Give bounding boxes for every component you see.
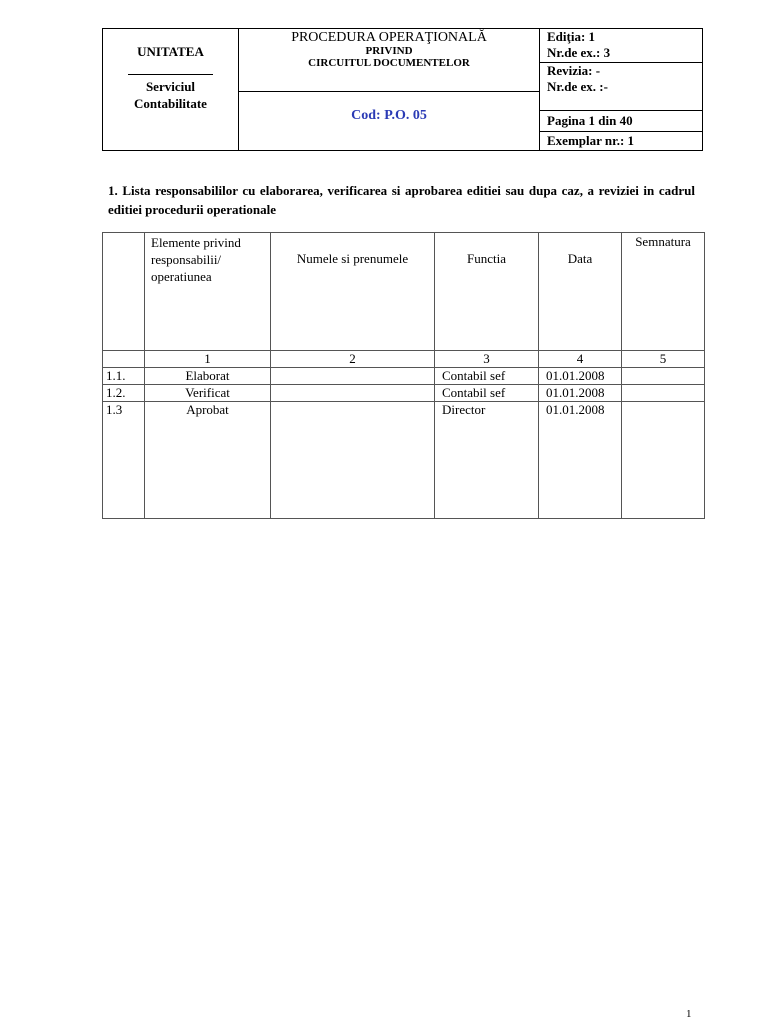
procedure-subtitle-1: PRIVIND (365, 45, 413, 57)
table-row (103, 402, 705, 519)
header-row (103, 233, 705, 351)
column-number: 4 (539, 351, 622, 368)
table-row (103, 385, 705, 402)
copy-number-row: Exemplar nr.: 1 (547, 133, 635, 148)
row-function: Contabil sef (435, 368, 539, 385)
revision-copies-label: Nr.de ex. :- (547, 79, 608, 94)
column-number: 5 (622, 351, 705, 368)
copies-label: Nr.de ex.: 3 (547, 45, 611, 60)
column-number-blank (103, 351, 145, 368)
page-count-row: Pagina 1 din 40 (540, 111, 702, 132)
column-number-row (103, 351, 705, 368)
column-number: 2 (271, 351, 435, 368)
edition-info-cell (540, 29, 702, 150)
procedure-code: Cod: P.O. 05 (351, 108, 427, 123)
row-date: 01.01.2008 (539, 385, 622, 402)
row-index: 1.3 (103, 402, 145, 519)
document-header-table (102, 28, 703, 151)
row-index: 1.2. (103, 385, 145, 402)
row-date: 01.01.2008 (539, 402, 622, 519)
row-element: Elaborat (145, 368, 271, 385)
row-function: Contabil sef (435, 385, 539, 402)
page-number: 1 (686, 1008, 692, 1020)
unit-label: UNITATEA (137, 44, 204, 59)
procedure-title: PROCEDURA OPERAŢIONALĂ (291, 30, 487, 45)
header-semnatura: Semnatura (622, 233, 705, 351)
row-index: 1.1. (103, 368, 145, 385)
header-elemente: Elemente privind responsabilii/ operatiunea (145, 233, 271, 351)
row-element: Aprobat (145, 402, 271, 519)
edition-row (540, 29, 702, 63)
header-nume: Numele si prenumele (271, 233, 435, 351)
service-name (103, 78, 238, 112)
revision-label: Revizia: - (547, 63, 601, 78)
row-element: Verificat (145, 385, 271, 402)
service-line-2: Contabilitate (134, 96, 207, 111)
responsibles-table (102, 232, 705, 519)
edition-label: Ediţia: 1 (547, 29, 596, 44)
row-signature (622, 402, 705, 519)
row-name (271, 385, 435, 402)
revision-row (540, 63, 702, 111)
procedure-title-block (239, 29, 539, 92)
row-name (271, 368, 435, 385)
column-number: 3 (435, 351, 539, 368)
row-date: 01.01.2008 (539, 368, 622, 385)
row-name (271, 402, 435, 519)
row-signature (622, 368, 705, 385)
header-data: Data (539, 233, 622, 351)
row-function: Director (435, 402, 539, 519)
procedure-cell (239, 29, 540, 150)
service-line-1: Serviciul (145, 79, 196, 94)
unit-divider (128, 74, 213, 75)
unit-cell (103, 29, 239, 150)
header-index-cell (103, 233, 145, 351)
header-functia: Functia (435, 233, 539, 351)
procedure-subtitle-2: CIRCUITUL DOCUMENTELOR (308, 57, 470, 69)
column-number: 1 (145, 351, 271, 368)
section-heading: 1. Lista responsabililor cu elaborarea, verificarea si aprobarea editiei sau dupa caz, a reviziei in cadrul editiei procedurii operationale (108, 183, 695, 217)
row-signature (622, 385, 705, 402)
table-row (103, 368, 705, 385)
